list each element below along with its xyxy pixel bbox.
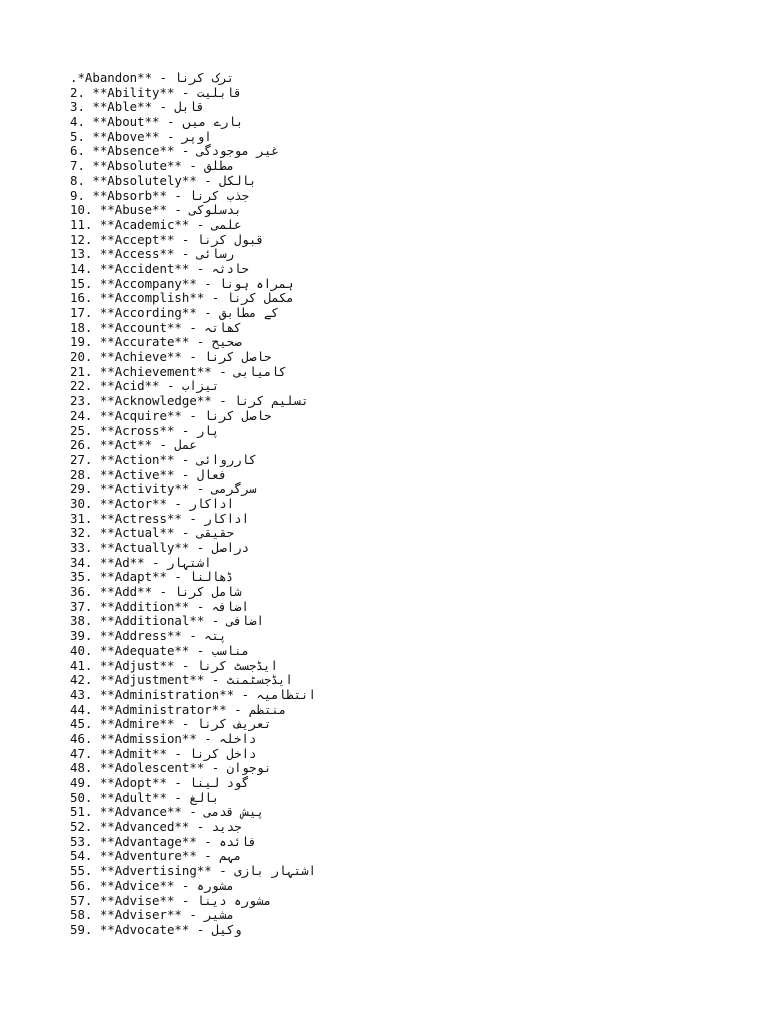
list-item: 38. **Additional** - اضافی — [70, 613, 264, 629]
list-item: 3. **Able** - قابل — [70, 99, 205, 115]
list-item: 48. **Adolescent** - نوجوان — [70, 760, 272, 776]
list-item: 6. **Absence** - غیر موجودگی — [70, 143, 279, 159]
list-item: 17. **According** - کے مطابق — [70, 305, 279, 320]
list-item: 34. **Ad** - اشتہار — [70, 554, 212, 570]
list-item: 18. **Account** - کھاتہ — [70, 319, 242, 335]
list-item: 35. **Adapt** - ڈھالنا — [70, 569, 233, 585]
list-item: 56. **Advice** - مشورہ — [70, 877, 234, 893]
list-item: 33. **Actually** - دراصل — [70, 540, 250, 555]
list-item: 26. **Act** - عمل — [70, 437, 197, 453]
list-item: 55. **Advertising** - اشتہار بازی — [70, 863, 316, 879]
list-item: 23. **Acknowledge** - تسلیم کرنا — [70, 393, 309, 409]
list-item: 5. **Above** - اوپر — [70, 128, 212, 144]
list-item: 13. **Access** - رسائی — [70, 246, 235, 262]
list-item: 22. **Acid** - تیزاب — [70, 378, 220, 394]
vocabulary-list — [70, 71, 316, 938]
list-item: 12. **Accept** - قبول کرنا — [70, 231, 264, 247]
list-item: 36. **Add** - شامل کرنا — [70, 584, 242, 600]
list-item: 37. **Addition** - اضافہ — [70, 598, 249, 614]
list-item: 16. **Accomplish** - مکمل کرنا — [70, 290, 294, 306]
list-item: 42. **Adjustment** - ایڈجسٹمنٹ — [70, 672, 293, 688]
list-item: 32. **Actual** - حقیقی — [70, 525, 235, 541]
list-item: 20. **Achieve** - حاصل کرنا — [70, 349, 272, 365]
list-item: 52. **Advanced** - جدید — [70, 819, 242, 835]
list-item: 30. **Actor** - اداکار — [70, 495, 235, 511]
list-item: 59. **Advocate** - وکیل — [70, 921, 242, 937]
list-item: 45. **Admire** - تعریف کرنا — [70, 716, 272, 732]
list-item: 49. **Adopt** - گود لینا — [70, 775, 250, 790]
list-item: 11. **Academic** - علمی — [70, 216, 242, 232]
list-item: 44. **Administrator** - منتظم — [70, 701, 287, 717]
list-item: 57. **Advise** - مشورہ دینا — [70, 892, 272, 908]
list-item: 9. **Absorb** - جذب کرنا — [70, 187, 250, 203]
list-item: 4. **About** - بارے میں — [70, 114, 244, 130]
list-item: .*Abandon** - ترک کرنا — [70, 70, 235, 85]
list-item: 58. **Adviser** - مشیر — [70, 907, 235, 923]
list-item: 54. **Adventure** - مہم — [70, 848, 242, 864]
list-item: 2. **Ability** - قابلیت — [70, 84, 242, 100]
list-item: 39. **Address** - پتہ — [70, 628, 227, 644]
list-item: 8. **Absolutely** - بالکل — [70, 172, 257, 188]
list-item: 7. **Absolute** - مطلق — [70, 158, 235, 174]
list-item: 19. **Accurate** - صحیح — [70, 334, 242, 350]
list-item: 47. **Admit** - داخل کرنا — [70, 745, 257, 761]
list-item: 10. **Abuse** - بدسلوکی — [70, 202, 242, 218]
list-item: 25. **Across** - پار — [70, 422, 220, 438]
list-item: 40. **Adequate** - مناسب — [70, 642, 250, 658]
list-item: 41. **Adjust** - ایڈجسٹ کرنا — [70, 657, 278, 673]
list-item: 31. **Actress** - اداکار — [70, 510, 250, 526]
list-item: 24. **Acquire** - حاصل کرنا — [70, 407, 272, 423]
list-item: 21. **Achievement** - کامیابی — [70, 363, 287, 379]
list-item: 29. **Activity** - سرگرمی — [70, 481, 257, 497]
list-item: 46. **Admission** - داخلہ — [70, 730, 257, 746]
list-item: 50. **Adult** - بالغ — [70, 789, 220, 805]
list-item: 28. **Active** - فعال — [70, 466, 227, 482]
list-item: 43. **Administration** - انتظامیہ — [70, 686, 316, 702]
list-item: 14. **Accident** - حادثہ — [70, 260, 249, 276]
list-item: 51. **Advance** - پیش قدمی — [70, 804, 264, 820]
list-item: 53. **Advantage** - فائدہ — [70, 833, 257, 849]
list-item: 15. **Accompany** - ہمراہ ہونا — [70, 275, 294, 291]
list-item: 27. **Action** - کارروائی — [70, 451, 257, 467]
